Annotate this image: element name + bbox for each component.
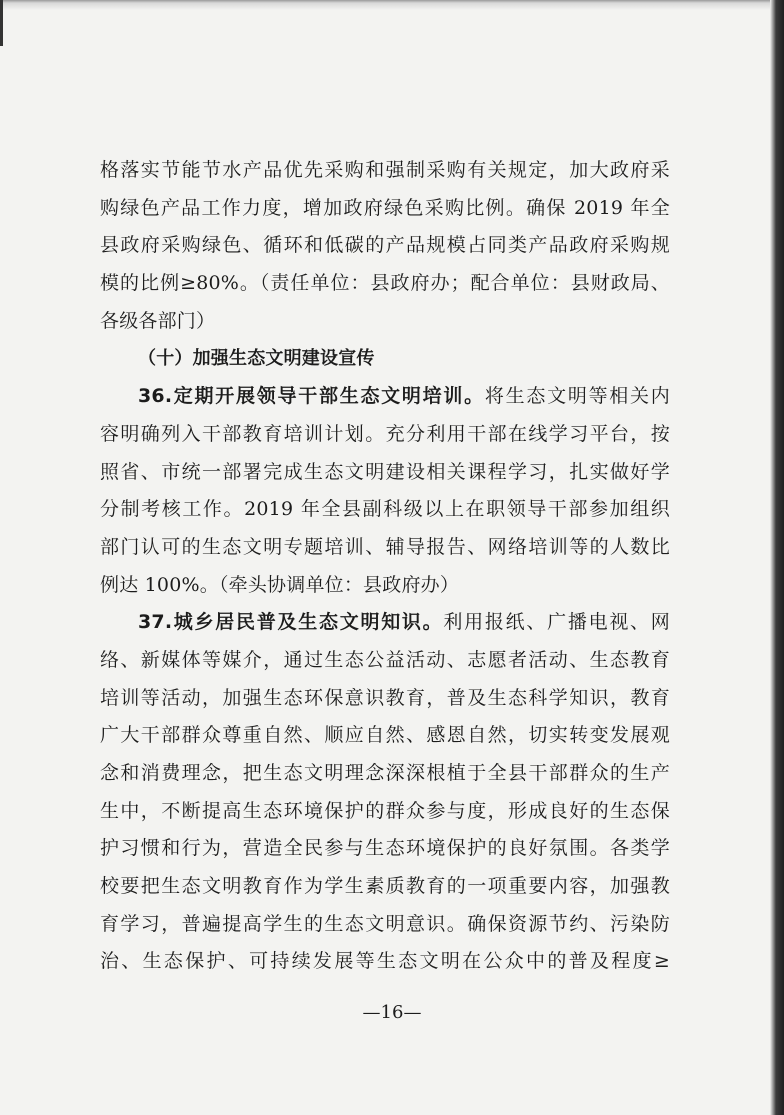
text-line: 购绿色产品工作力度，增加政府绿色采购比例。确保 2019 年全 [100,196,670,219]
text-line: 念和消费理念，把生态文明理念深深根植于全县干部群众的生产 [100,762,670,784]
item-37-first-line: 利用报纸、广播电视、网 [443,611,670,634]
text-line: 校要把生态文明教育作为学生素质教育的一项重要内容，加强教 [100,875,670,898]
document-body [100,152,670,981]
text-line: 络、新媒体等媒介，通过生态公益活动、志愿者活动、生态教育 [100,648,670,671]
text-line: 培训等活动，加强生态环保意识教育，普及生态科学知识，教育 [100,686,670,709]
text-line: 护习惯和行为，营造全民参与生态环境保护的良好氛围。各类学 [100,837,670,860]
text-line [100,378,670,416]
paragraph-procurement [100,152,670,340]
text-line: 生中，不断提高生态环境保护的群众参与度，形成良好的生态保 [100,799,670,822]
scan-edge-top [0,0,784,10]
text-line: 广大干部群众尊重自然、顺应自然、感恩自然，切实转变发展观 [100,724,670,747]
item-36-title: 36.定期开展领导干部生态文明培训。 [138,385,485,408]
text-line [100,604,670,642]
text-line: 部门认可的生态文明专题培训、辅导报告、网络培训等的人数比 [100,535,670,558]
item-36-first-line: 将生态文明等相关内 [484,385,670,408]
text-line: 格落实节能节水产品优先采购和强制采购有关规定，加大政府采 [100,159,670,181]
paragraph-item-36 [100,378,670,604]
text-line: 治、生态保护、可持续发展等生态文明在公众中的普及程度≥ [100,950,670,973]
text-line: 照省、市统一部署完成生态文明建设相关课程学习，扎实做好学 [100,460,670,483]
text-line: 育学习，普遍提高学生的生态文明意识。确保资源节约、污染防 [100,912,670,935]
text-line: 例达 100%。（牵头协调单位：县政府办） [100,573,460,596]
text-line: 模的比例≥80%。（责任单位：县政府办；配合单位：县财政局、 [100,272,670,295]
text-line: 县政府采购绿色、循环和低碳的产品规模占同类产品政府采购规 [100,234,670,257]
page-number: —16— [362,1002,422,1023]
text-line: 容明确列入干部教育培训计划。充分利用干部在线学习平台，按 [100,422,670,445]
text-line: 各级各部门） [100,309,216,332]
scan-edge-left [0,0,3,46]
item-37-title: 37.城乡居民普及生态文明知识。 [138,611,444,634]
text-line: 分制考核工作。2019 年全县副科级以上在职领导干部参加组织 [100,498,670,521]
section-heading: （十）加强生态文明建设宣传 [138,348,375,370]
paragraph-item-37 [100,604,670,981]
scan-edge-right [770,0,784,1115]
